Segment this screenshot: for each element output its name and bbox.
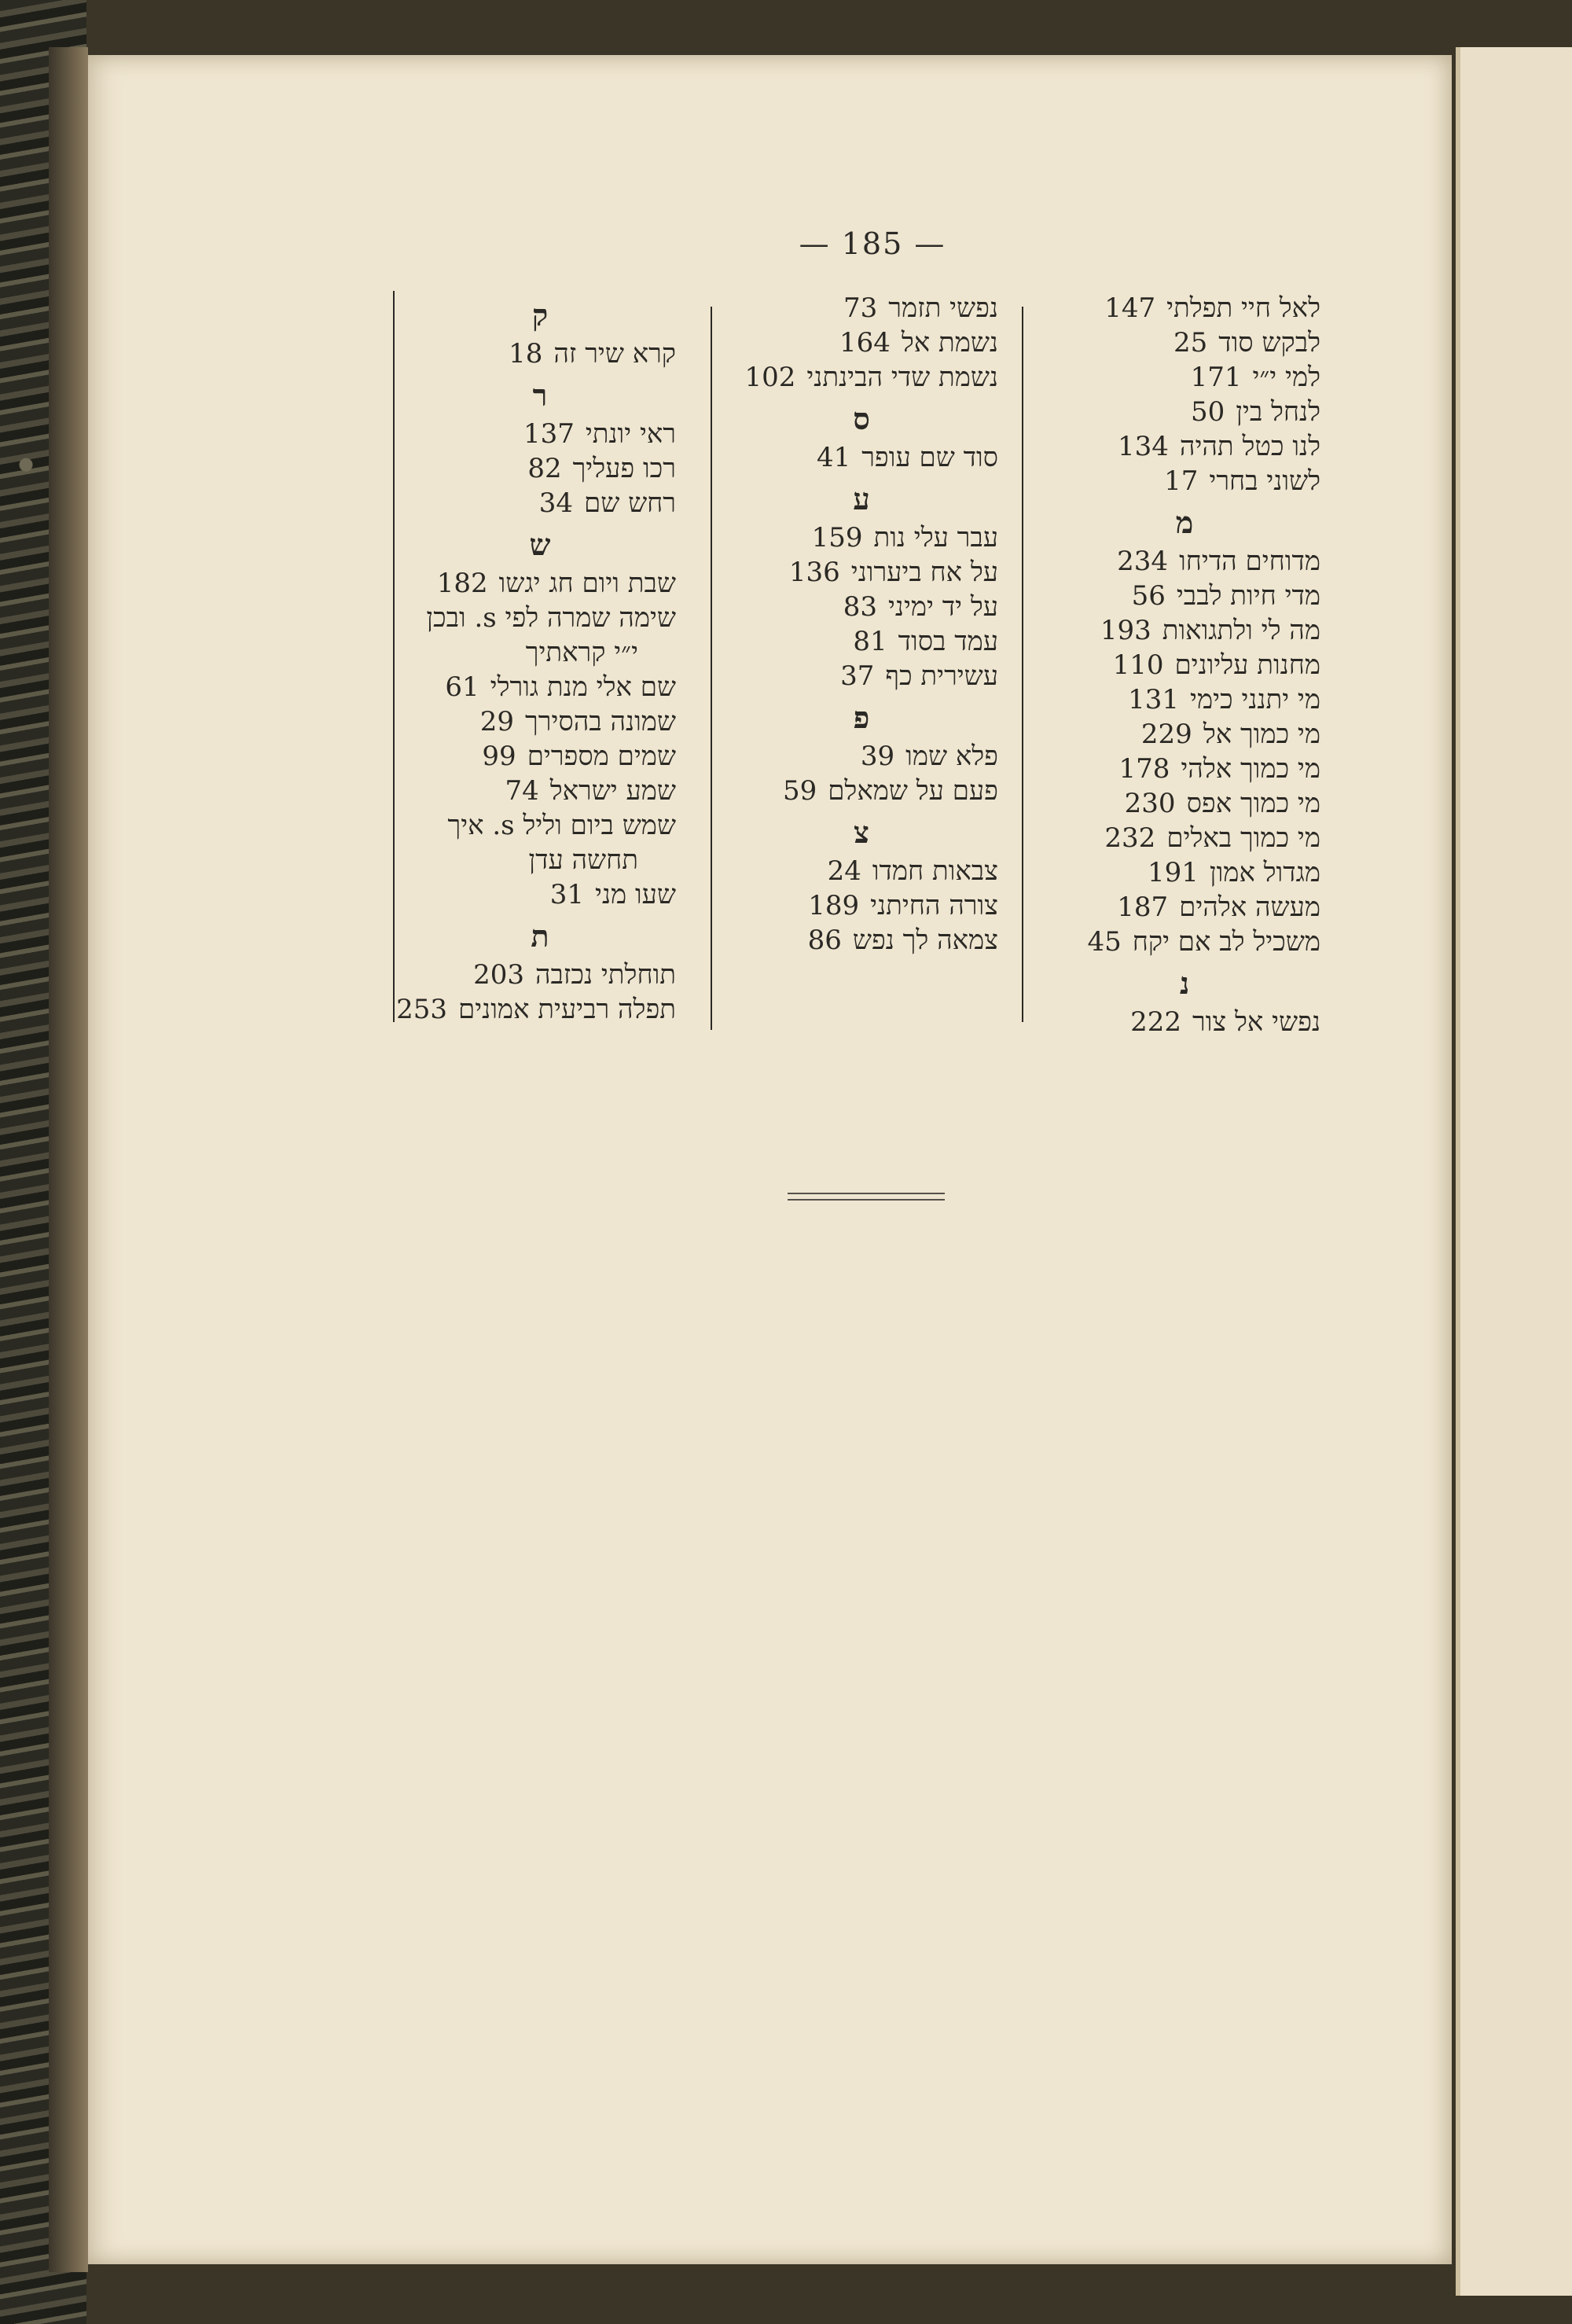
entry-page-number: 59	[782, 775, 817, 807]
entry-title: ראי יונתי	[585, 418, 676, 450]
index-entry	[395, 877, 685, 912]
footer-double-rule	[788, 1193, 945, 1201]
entry-page-number: 234	[1117, 546, 1169, 577]
entry-title: מחנות עליונים	[1174, 649, 1320, 681]
entry-page-number: 191	[1148, 857, 1199, 888]
section-letter: ע	[853, 481, 870, 517]
entry-title: נפשי תזמר	[888, 292, 998, 324]
index-column-right	[1039, 291, 1330, 1039]
entry-title: עבר עלי נות	[873, 522, 998, 553]
entry-title: שמע ישראל	[549, 775, 676, 807]
index-entry	[715, 520, 1008, 555]
entry-page-number: 17	[1164, 465, 1199, 497]
entry-title: שמש ביום וליל s. איך	[447, 810, 676, 841]
entry-page-number: 159	[811, 522, 863, 553]
index-entry	[1039, 648, 1330, 682]
index-column-left	[393, 291, 685, 1025]
entry-title: שמים מספרים	[527, 741, 676, 772]
entry-title: נשמת שדי הבינתני	[806, 362, 998, 393]
entry-page-number: 18	[509, 338, 543, 370]
entry-title: מי יתנני כימי	[1190, 684, 1320, 715]
index-entry	[395, 843, 685, 877]
index-entry	[1039, 786, 1330, 821]
entry-title: לנו כטל תהיה	[1179, 431, 1320, 462]
index-entry	[1039, 855, 1330, 890]
entry-title: נפשי אל צור	[1192, 1006, 1320, 1038]
entry-title: על יד ימיני	[888, 591, 998, 623]
index-entry	[1039, 579, 1330, 613]
section-letter: ר	[532, 377, 548, 413]
entry-page-number: 74	[505, 775, 539, 807]
entry-page-number: 147	[1104, 292, 1156, 324]
facing-page-edge	[1456, 47, 1572, 2296]
index-entry	[715, 360, 1008, 395]
index-entry	[395, 601, 685, 635]
entry-page-number: 24	[827, 855, 861, 887]
column-divider	[711, 307, 712, 1030]
section-letter: ש	[529, 527, 551, 562]
column-divider	[1022, 307, 1023, 1022]
index-entry	[715, 739, 1008, 774]
entry-page-number: 171	[1190, 362, 1242, 393]
index-entry	[1039, 613, 1330, 648]
index-entry	[395, 704, 685, 739]
entry-title: קרא שיר זה	[553, 338, 676, 370]
entry-page-number: 193	[1100, 615, 1151, 646]
entry-title: למי י״י	[1252, 362, 1320, 393]
entry-page-number: 229	[1140, 719, 1192, 750]
section-letter: פ	[853, 700, 870, 735]
entry-page-number: 81	[853, 626, 887, 657]
entry-page-number: 25	[1173, 327, 1208, 359]
entry-page-number: 39	[860, 741, 895, 772]
section-letter: ת	[531, 918, 549, 954]
section-letter: מ	[1175, 505, 1194, 540]
entry-page-number: 230	[1124, 788, 1176, 819]
entry-title: מדי חיות לבבי	[1176, 580, 1320, 612]
section-letter: צ	[854, 815, 869, 850]
entry-page-number: 102	[744, 362, 796, 393]
entry-page-number: 131	[1128, 684, 1180, 715]
entry-title: משכיל לב אם יקח	[1132, 926, 1320, 958]
index-entry	[395, 670, 685, 704]
index-entry	[395, 958, 685, 992]
entry-title: רכו פעליך	[572, 453, 676, 484]
entry-title: רחש שם	[584, 487, 676, 519]
index-entry	[1039, 821, 1330, 855]
entry-page-number: 203	[473, 959, 524, 991]
entry-title: שימה שמרה לפי s. ובכן	[426, 602, 676, 634]
entry-page-number: 50	[1190, 396, 1225, 428]
entry-page-number: 182	[436, 568, 488, 599]
entry-page-number: 86	[807, 925, 842, 956]
index-entry	[1039, 291, 1330, 325]
entry-title: שם אלי מנת גורלי	[490, 671, 676, 703]
entry-page-number: 34	[538, 487, 573, 519]
index-entry	[1039, 1005, 1330, 1039]
entry-title: שמונה בהסירך	[525, 706, 676, 737]
entry-title: מעשה אלהים	[1179, 892, 1320, 923]
entry-title: מי כמוך באלים	[1166, 822, 1320, 854]
index-entry	[395, 566, 685, 601]
entry-title: מי כמוך אפס	[1186, 788, 1320, 819]
entry-title: מדוחים הדיחו	[1179, 546, 1320, 577]
entry-page-number: 41	[816, 442, 851, 473]
entry-title: סוד שם עופר	[861, 442, 998, 473]
entry-title: נשמת אל	[901, 327, 998, 359]
index-entry	[395, 451, 685, 486]
entry-title: מגדול אמון	[1209, 857, 1320, 888]
entry-page-number: 29	[479, 706, 515, 737]
index-entry	[395, 808, 685, 843]
binding-edge	[49, 47, 88, 2272]
entry-title: לבקש סוד	[1218, 327, 1320, 359]
page-number: — 185 —	[799, 226, 946, 261]
entry-page-number: 99	[482, 741, 516, 772]
entry-title: פלא שמו	[905, 741, 998, 772]
entry-page-number: 134	[1117, 431, 1169, 462]
index-entry	[715, 325, 1008, 360]
entry-page-number: 37	[840, 660, 875, 692]
entry-title: עשירית כף	[885, 660, 998, 692]
entry-page-number: 61	[445, 671, 479, 703]
index-entry	[1039, 360, 1330, 395]
entry-title: פעם על שמאלם	[828, 775, 998, 807]
entry-title: על אח ביערוני	[850, 557, 998, 588]
index-entry	[1039, 544, 1330, 579]
entry-title: שבת ויום חג יגשו	[498, 568, 676, 599]
index-entry	[715, 923, 1008, 958]
index-entry	[715, 590, 1008, 624]
entry-page-number: 31	[549, 879, 585, 910]
section-letter: נ	[1179, 965, 1190, 1001]
index-entry	[395, 992, 685, 1027]
entry-title: מה לי ולתגואות	[1162, 615, 1320, 646]
entry-title: מי כמוך אל	[1203, 719, 1320, 750]
index-entry	[395, 486, 685, 520]
index-entry	[1039, 890, 1330, 925]
index-entry	[1039, 752, 1330, 786]
index-entry	[1039, 429, 1330, 464]
index-entry	[1039, 395, 1330, 429]
index-column-middle	[715, 291, 1008, 1022]
section-letter: ק	[531, 297, 549, 333]
index-entry	[715, 774, 1008, 808]
entry-page-number: 222	[1130, 1006, 1181, 1038]
index-entry	[715, 659, 1008, 693]
index-entry	[715, 555, 1008, 590]
index-entry	[715, 888, 1008, 923]
entry-title: שעו מני	[595, 879, 676, 910]
index-entry	[1039, 925, 1330, 959]
entry-title: תפלה רביעית אמונים	[458, 994, 676, 1025]
entry-page-number: 82	[527, 453, 562, 484]
entry-page-number: 253	[396, 994, 448, 1025]
entry-page-number: 83	[843, 591, 878, 623]
entry-page-number: 178	[1118, 753, 1170, 785]
entry-page-number: 232	[1104, 822, 1156, 854]
entry-page-number: 187	[1117, 892, 1169, 923]
entry-title: י״י קראתיך	[525, 637, 638, 668]
entry-title: מי כמוך אלהי	[1181, 753, 1320, 785]
index-entry	[1039, 682, 1330, 717]
entry-title: לשוני בחרי	[1209, 465, 1320, 497]
entry-title: צמאה לך נפש	[852, 925, 998, 956]
entry-page-number: 110	[1112, 649, 1164, 681]
index-entry	[395, 635, 685, 670]
entry-title: תחשה עדן	[528, 844, 638, 876]
entry-title: תוחלתי נכזבה	[534, 959, 676, 991]
entry-page-number: 56	[1131, 580, 1166, 612]
index-entry	[715, 624, 1008, 659]
entry-page-number: 137	[523, 418, 575, 450]
entry-title: לנחל בין	[1236, 396, 1320, 428]
index-entry	[715, 854, 1008, 888]
section-letter: ס	[853, 401, 870, 436]
index-entry	[1039, 325, 1330, 360]
entry-title: צבאות חמדו	[872, 855, 998, 887]
index-entry	[395, 417, 685, 451]
entry-page-number: 189	[808, 890, 860, 921]
entry-title: לאל חיי תפלתי	[1166, 292, 1320, 324]
entry-page-number: 45	[1087, 926, 1122, 958]
index-entry	[1039, 717, 1330, 752]
entry-title: צורה החיתני	[870, 890, 998, 921]
entry-page-number: 136	[788, 557, 840, 588]
index-entry	[395, 774, 685, 808]
entry-page-number: 73	[843, 292, 878, 324]
index-entry	[1039, 464, 1330, 498]
index-entry	[395, 739, 685, 774]
index-entry	[715, 440, 1008, 475]
entry-title: עמד בסוד	[898, 626, 998, 657]
index-entry	[715, 291, 1008, 325]
entry-page-number: 164	[839, 327, 891, 359]
index-entry	[395, 336, 685, 371]
